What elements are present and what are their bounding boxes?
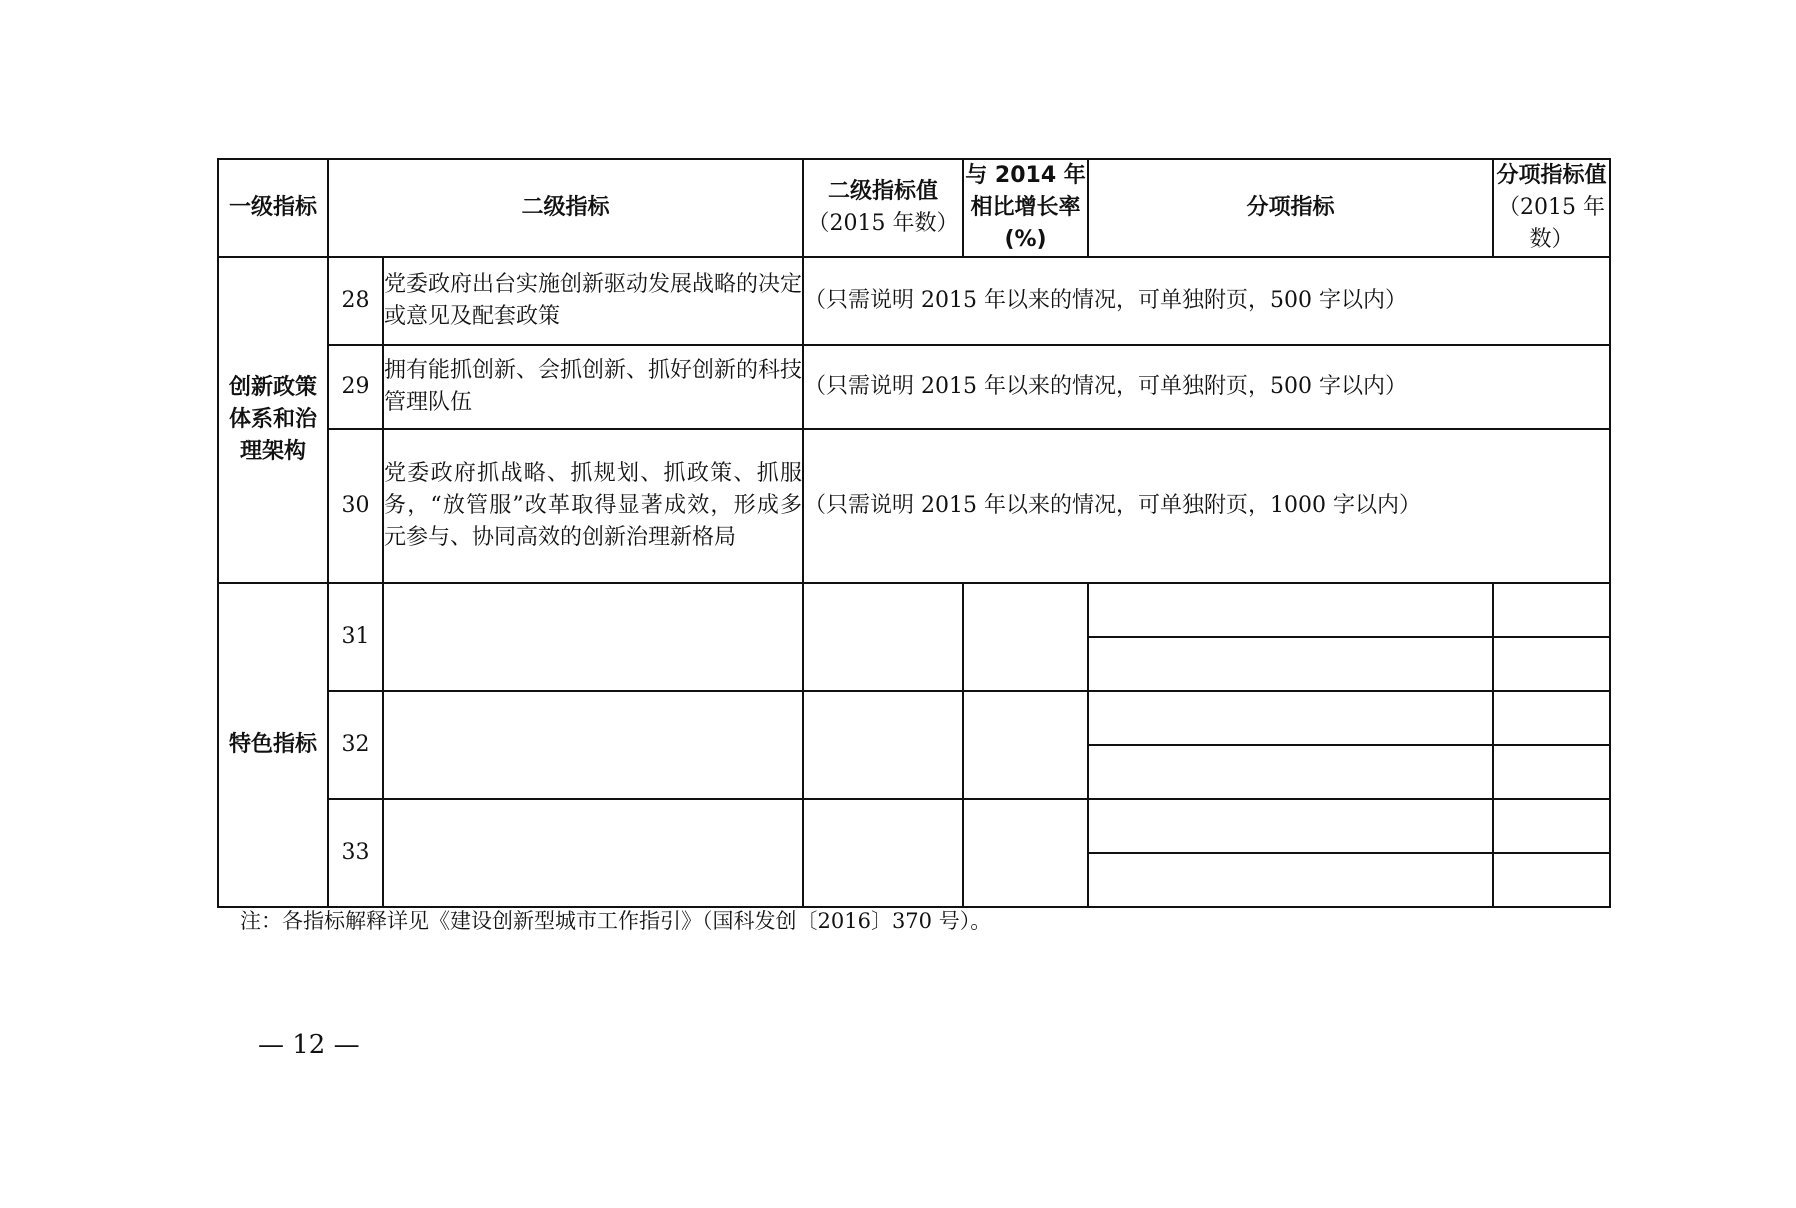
sub-value-cell — [1493, 691, 1610, 745]
indicator-value-cell — [803, 691, 963, 799]
row-number: 31 — [328, 583, 383, 691]
row-number: 32 — [328, 691, 383, 799]
group-label-innovation: 创新政策体系和治理架构 — [218, 257, 328, 583]
growth-cell — [963, 583, 1088, 691]
indicator-value-cell — [803, 799, 963, 907]
page-number: — 12 — — [258, 1030, 360, 1060]
header-level2: 二级指标 — [328, 159, 803, 257]
header-growth — [963, 159, 1088, 257]
header-growth-line2: 相比增长率(%) — [970, 194, 1081, 252]
header-value-line1: 二级指标值 — [828, 178, 939, 204]
table-row — [218, 691, 1610, 745]
sub-value-cell — [1493, 745, 1610, 799]
indicator-value-cell — [803, 583, 963, 691]
indicator-table — [217, 158, 1611, 908]
group-label-special: 特色指标 — [218, 583, 328, 907]
indicator-name: 党委政府出台实施创新驱动发展战略的决定或意见及配套政策 — [383, 257, 803, 345]
table-row — [218, 799, 1610, 853]
header-value — [803, 159, 963, 257]
indicator-name: 党委政府抓战略、抓规划、抓政策、抓服务，“放管服”改革取得显著成效，形成多元参与、协同高效的创新治理新格局 — [383, 429, 803, 583]
sub-value-cell — [1493, 853, 1610, 907]
row-number: 33 — [328, 799, 383, 907]
header-value-line2: （2015 年数） — [807, 210, 959, 236]
sub-indicator-cell — [1088, 583, 1493, 637]
header-growth-line1: 与 2014 年 — [965, 163, 1086, 188]
indicator-name: 拥有能抓创新、会抓创新、抓好创新的科技管理队伍 — [383, 345, 803, 429]
header-subvalue — [1493, 159, 1610, 257]
sub-indicator-cell — [1088, 853, 1493, 907]
header-row — [218, 159, 1610, 257]
sub-indicator-cell — [1088, 637, 1493, 691]
indicator-name-cell — [383, 799, 803, 907]
sub-value-cell — [1493, 799, 1610, 853]
growth-cell — [963, 691, 1088, 799]
sub-indicator-cell — [1088, 691, 1493, 745]
footnote: 注：各指标解释详见《建设创新型城市工作指引》（国科发创〔2016〕370 号）。 — [240, 909, 992, 933]
table-row — [218, 429, 1610, 583]
sub-value-cell — [1493, 583, 1610, 637]
sub-value-cell — [1493, 637, 1610, 691]
row-number: 30 — [328, 429, 383, 583]
table-row — [218, 345, 1610, 429]
growth-cell — [963, 799, 1088, 907]
row-number: 29 — [328, 345, 383, 429]
indicator-note: （只需说明 2015 年以来的情况，可单独附页，1000 字以内） — [803, 429, 1610, 583]
indicator-name-cell — [383, 691, 803, 799]
indicator-name-cell — [383, 583, 803, 691]
header-sub: 分项指标 — [1088, 159, 1493, 257]
table-row — [218, 583, 1610, 637]
indicator-note: （只需说明 2015 年以来的情况，可单独附页，500 字以内） — [803, 345, 1610, 429]
row-number: 28 — [328, 257, 383, 345]
header-level1: 一级指标 — [218, 159, 328, 257]
header-subvalue-line2: （2015 年数） — [1498, 194, 1605, 252]
sub-indicator-cell — [1088, 799, 1493, 853]
header-subvalue-line1: 分项指标值 — [1496, 163, 1607, 188]
indicator-note: （只需说明 2015 年以来的情况，可单独附页，500 字以内） — [803, 257, 1610, 345]
sub-indicator-cell — [1088, 745, 1493, 799]
table-row — [218, 257, 1610, 345]
